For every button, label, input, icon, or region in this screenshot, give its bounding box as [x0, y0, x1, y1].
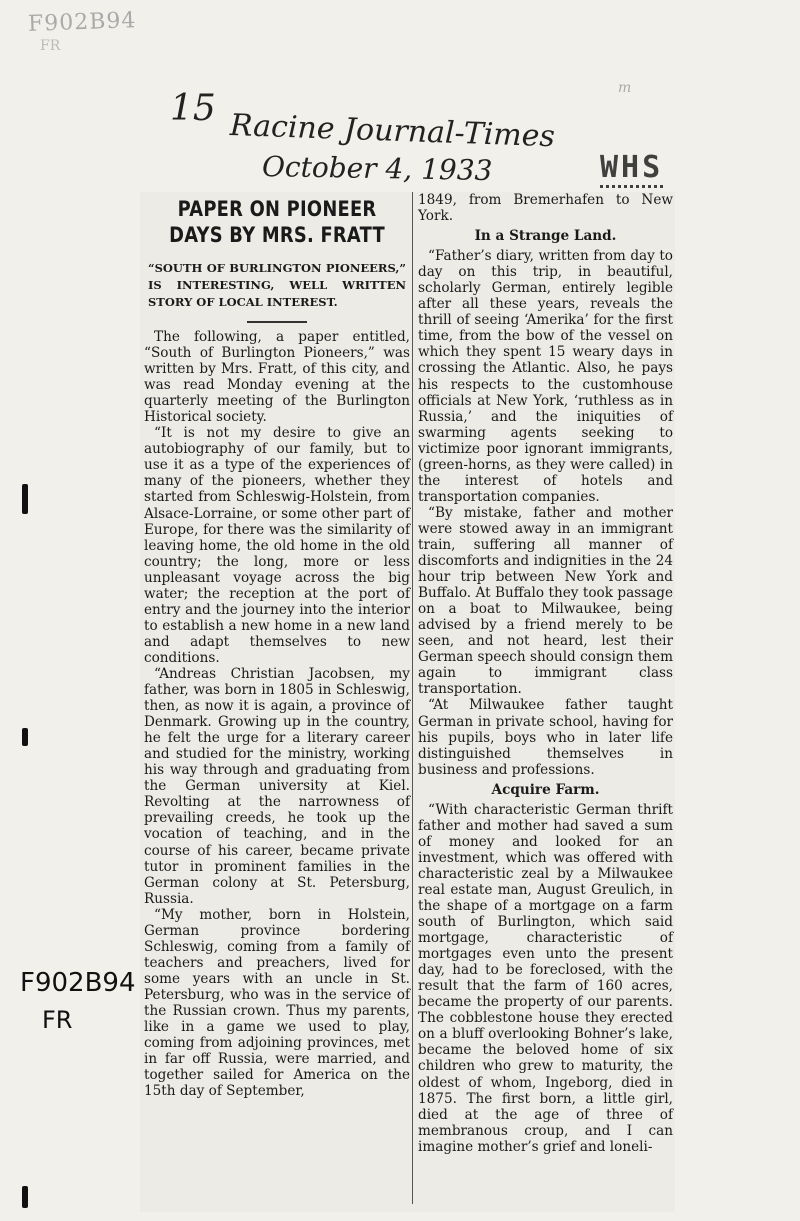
- newspaper-clipping: [140, 192, 675, 1212]
- article-paragraph: “My mother, born in Holstein, German province bordering Schleswig, coming from a family of teachers and preachers, lived for some years with an uncle in St. Petersburg, who was in the service of the Russian crown. Thus my parents, like in a game we used to play, coming from adjoining provinces, met in far off Russia, were married, and together sailed for America on the 15th day of September,: [144, 906, 410, 1100]
- binding-mark: [22, 1186, 28, 1208]
- catalog-code-faded: F902B94: [27, 8, 137, 37]
- headline-rule: [247, 321, 307, 323]
- stamp-text: WHS: [600, 150, 663, 188]
- catalog-sub-faded: FR: [40, 38, 61, 54]
- article-paragraph: The following, a paper entitled, “South of Burlington Pioneers,” was written by Mrs. Fratt, of this city, and was read Monday evening at the quarterly meeting of the Burlington Historical society.: [144, 329, 410, 426]
- article-paragraph: “At Milwaukee father taught German in private school, having for his pupils, boys who in later life distinguished themselves in business and professions.: [418, 697, 673, 778]
- handwritten-source: Racine Journal-Times: [229, 108, 556, 155]
- section-heading: Acquire Farm.: [491, 781, 600, 798]
- perforation-stamp: [600, 150, 770, 190]
- binding-mark: [22, 484, 28, 514]
- margin-catalog-code: F902B94: [20, 968, 136, 998]
- article-paragraph: “Andreas Christian Jacobsen, my father, was born in 1805 in Schleswig, then, as now it is again, a province of Denmark. Growing up in the country, he felt the urge for a literary career and studied for the ministry, working his way through and graduating from the German university at Kiel. Revolting at the narrowness of prevailing creeds, he took up the vocation of teaching, and in the course of his career, became private tutor in prominent families in the German colony at St. Petersburg, Russia.: [144, 665, 410, 907]
- article-paragraph: 1849, from Bremerhafen to New York.: [418, 192, 673, 225]
- article-paragraph: “Father’s diary, written from day to day on this trip, in beautiful, scholarly German, entirely legible after all these years, reveals the thrill of seeing ‘Amerika’ for the first time, from the bow of the vessel on which they spent 15 weary days in crossing the Atlantic. Also, he pays his respects to the customhouse officials at New York, ‘ruthless as in Russia,’ and the iniquities of swarming agents seeking to victimize poor ignorant immigrants, (green-horns, as they were called) in the interest of hotels and transportation companies.: [418, 248, 673, 505]
- article-subhead: “SOUTH OF BURLINGTON PIONEERS,” IS INTERESTING, WELL WRITTEN STORY OF LOCAL INTEREST.: [148, 261, 406, 309]
- binding-mark: [22, 728, 28, 746]
- article-paragraph: “By mistake, father and mother were stowed away in an immigrant train, suffering all manner of discomforts and indignities in the 24 hour trip between New York and Buffalo. At Buffalo they took passage on a boat to Milwaukee, being advised by a friend merely to be seen, and not heard, lest their German speech should consign them again to immigrant class transportation.: [418, 504, 673, 698]
- small-pencil-mark: m: [618, 80, 632, 96]
- page-number: 15: [170, 88, 216, 129]
- article-headline: PAPER ON PIONEER DAYS BY MRS. FRATT: [169, 197, 385, 247]
- article-column-right: [418, 192, 673, 1155]
- margin-catalog-sub: FR: [42, 1006, 73, 1034]
- article-paragraph: “With characteristic German thrift father and mother had saved a sum of money and looked for an investment, which was offered with characteristic zeal by a Milwaukee real estate man, August Greulich, in the shape of a mortgage on a farm south of Burlington, which said mortgage, characteristic of mortgages even unto the present day, had to be foreclosed, with the result that the farm of 160 acres, became the property of our parents. The cobblestone house they erected on a bluff overlooking Bohner’s lake, became the beloved home of six children who grew to maturity, the oldest of whom, Ingeborg, died in 1875. The first born, a little girl, died at the age of three of membranous croup, and I can imagine mother’s grief and loneli-: [418, 801, 673, 1155]
- article-paragraph: “It is not my desire to give an autobiography of our family, but to use it as a type of the experiences of many of the pioneers, whether they started from Schleswig-Holstein, from Alsace-Lorraine, or some other part of Europe, for there was the similarity of leaving home, the old home in the old country; the long, more or less unpleasant voyage across the big water; the reception at the port of entry and the journey into the interior to establish a new home in a new land and adapt themselves to new conditions.: [144, 425, 410, 666]
- section-heading: In a Strange Land.: [474, 228, 617, 245]
- handwritten-date: October 4, 1933: [261, 150, 493, 188]
- column-divider: [412, 192, 413, 1204]
- article-column-left: [144, 192, 410, 1099]
